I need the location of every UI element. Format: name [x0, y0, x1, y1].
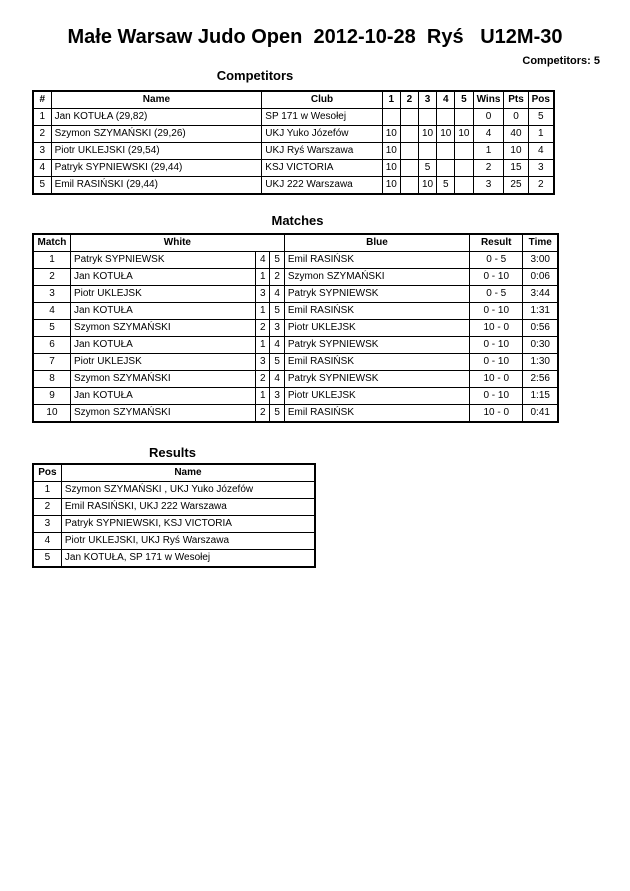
match-result: 0 - 10	[470, 388, 523, 405]
competitors-table	[32, 90, 555, 195]
result-name: Szymon SZYMAŃSKI , UKJ Yuko Józefów	[61, 482, 315, 499]
result-position: 5	[33, 550, 61, 568]
round-3-score: 10	[418, 126, 436, 143]
blue-competitor: Emil RASIŃSK	[284, 303, 469, 320]
white-number: 2	[256, 405, 270, 423]
blue-number: 5	[270, 303, 284, 320]
result-position: 4	[33, 533, 61, 550]
competitor-number: 5	[33, 177, 51, 195]
result-position: 1	[33, 482, 61, 499]
competitors-count: Competitors: 5	[522, 55, 600, 67]
competitor-points: 40	[504, 126, 528, 143]
col-header-number: #	[33, 91, 51, 109]
result-name: Jan KOTUŁA, SP 171 w Wesołej	[61, 550, 315, 568]
match-time: 0:06	[523, 269, 558, 286]
col-header-round-3: 3	[418, 91, 436, 109]
competitor-points: 25	[504, 177, 528, 195]
match-result: 0 - 10	[470, 269, 523, 286]
col-header-round-5: 5	[455, 91, 473, 109]
blue-number: 5	[270, 354, 284, 371]
results-heading: Results	[149, 445, 196, 460]
matches-header-row	[33, 234, 558, 252]
match-number: 3	[33, 286, 70, 303]
col-header-result-pos: Pos	[33, 464, 61, 482]
match-time: 3:00	[523, 252, 558, 269]
round-3-score: 5	[418, 160, 436, 177]
competitor-wins: 3	[473, 177, 504, 195]
competitor-position: 4	[528, 143, 554, 160]
white-competitor: Jan KOTUŁA	[70, 337, 255, 354]
result-name: Patryk SYPNIEWSKI, KSJ VICTORIA	[61, 516, 315, 533]
blue-competitor: Patryk SYPNIEWSK	[284, 337, 469, 354]
col-header-round-2: 2	[400, 91, 418, 109]
competitor-name: Szymon SZYMAŃSKI (29,26)	[51, 126, 262, 143]
result-row	[33, 482, 315, 499]
match-result: 0 - 10	[470, 337, 523, 354]
competitor-number: 4	[33, 160, 51, 177]
round-2-score	[400, 160, 418, 177]
round-2-score	[400, 109, 418, 126]
result-row	[33, 499, 315, 516]
match-number: 8	[33, 371, 70, 388]
competitor-position: 3	[528, 160, 554, 177]
competitor-position: 2	[528, 177, 554, 195]
match-result: 10 - 0	[470, 371, 523, 388]
col-header-round-4: 4	[437, 91, 455, 109]
round-3-score: 10	[418, 177, 436, 195]
result-row	[33, 550, 315, 568]
col-header-club: Club	[262, 91, 382, 109]
competitor-club: UKJ Yuko Józefów	[262, 126, 382, 143]
white-number: 1	[256, 388, 270, 405]
col-header-match: Match	[33, 234, 70, 252]
white-number: 3	[256, 286, 270, 303]
col-header-result-name: Name	[61, 464, 315, 482]
col-header-white: White	[70, 234, 284, 252]
round-2-score	[400, 126, 418, 143]
competitor-name: Emil RASIŃSKI (29,44)	[51, 177, 262, 195]
competitor-row	[33, 143, 554, 160]
round-4-score: 5	[437, 177, 455, 195]
blue-competitor: Szymon SZYMAŃSKI	[284, 269, 469, 286]
competitor-wins: 4	[473, 126, 504, 143]
competitor-row	[33, 126, 554, 143]
white-number: 3	[256, 354, 270, 371]
round-4-score: 10	[437, 126, 455, 143]
white-competitor: Piotr UKLEJSK	[70, 286, 255, 303]
round-5-score	[455, 143, 473, 160]
round-1-score	[382, 109, 400, 126]
blue-number: 5	[270, 252, 284, 269]
blue-competitor: Patryk SYPNIEWSK	[284, 371, 469, 388]
round-3-score	[418, 143, 436, 160]
match-row	[33, 405, 558, 423]
competitor-club: UKJ Ryś Warszawa	[262, 143, 382, 160]
col-header-wins: Wins	[473, 91, 504, 109]
match-time: 1:31	[523, 303, 558, 320]
round-1-score: 10	[382, 126, 400, 143]
white-number: 1	[256, 269, 270, 286]
match-number: 1	[33, 252, 70, 269]
blue-number: 3	[270, 388, 284, 405]
match-time: 0:56	[523, 320, 558, 337]
col-header-time: Time	[523, 234, 558, 252]
blue-number: 4	[270, 371, 284, 388]
blue-competitor: Emil RASIŃSK	[284, 354, 469, 371]
white-competitor: Jan KOTUŁA	[70, 269, 255, 286]
matches-heading: Matches	[271, 213, 324, 228]
match-result: 0 - 10	[470, 303, 523, 320]
results-table	[32, 463, 316, 568]
matches-table	[32, 233, 559, 423]
match-result: 10 - 0	[470, 405, 523, 423]
match-time: 1:15	[523, 388, 558, 405]
competitor-row	[33, 109, 554, 126]
competitor-points: 10	[504, 143, 528, 160]
competitors-header-row	[33, 91, 554, 109]
competitor-number: 1	[33, 109, 51, 126]
competitor-number: 3	[33, 143, 51, 160]
result-row	[33, 533, 315, 550]
match-number: 2	[33, 269, 70, 286]
results-header-row	[33, 464, 315, 482]
competitor-row	[33, 177, 554, 195]
competitor-wins: 2	[473, 160, 504, 177]
competitor-wins: 0	[473, 109, 504, 126]
round-1-score: 10	[382, 143, 400, 160]
match-number: 10	[33, 405, 70, 423]
competitor-club: KSJ VICTORIA	[262, 160, 382, 177]
blue-number: 5	[270, 405, 284, 423]
match-time: 3:44	[523, 286, 558, 303]
competitor-wins: 1	[473, 143, 504, 160]
white-number: 2	[256, 371, 270, 388]
white-competitor: Patryk SYPNIEWSK	[70, 252, 255, 269]
match-result: 0 - 5	[470, 286, 523, 303]
blue-number: 4	[270, 337, 284, 354]
match-row	[33, 320, 558, 337]
match-number: 6	[33, 337, 70, 354]
white-competitor: Szymon SZYMAŃSKI	[70, 405, 255, 423]
round-4-score	[437, 109, 455, 126]
white-number: 4	[256, 252, 270, 269]
match-time: 0:41	[523, 405, 558, 423]
match-result: 0 - 5	[470, 252, 523, 269]
blue-number: 3	[270, 320, 284, 337]
competitor-points: 0	[504, 109, 528, 126]
round-2-score	[400, 143, 418, 160]
blue-number: 2	[270, 269, 284, 286]
match-row	[33, 269, 558, 286]
white-competitor: Jan KOTUŁA	[70, 388, 255, 405]
match-number: 4	[33, 303, 70, 320]
col-header-name: Name	[51, 91, 262, 109]
white-competitor: Szymon SZYMAŃSKI	[70, 371, 255, 388]
white-number: 1	[256, 337, 270, 354]
match-number: 9	[33, 388, 70, 405]
match-number: 5	[33, 320, 70, 337]
blue-competitor: Patryk SYPNIEWSK	[284, 286, 469, 303]
match-row	[33, 252, 558, 269]
competitors-heading: Competitors	[216, 68, 294, 83]
col-header-blue: Blue	[284, 234, 469, 252]
blue-competitor: Piotr UKLEJSK	[284, 320, 469, 337]
match-row	[33, 337, 558, 354]
match-row	[33, 388, 558, 405]
blue-competitor: Emil RASIŃSK	[284, 405, 469, 423]
result-name: Piotr UKLEJSKI, UKJ Ryś Warszawa	[61, 533, 315, 550]
blue-competitor: Piotr UKLEJSK	[284, 388, 469, 405]
white-number: 1	[256, 303, 270, 320]
competitor-club: SP 171 w Wesołej	[262, 109, 382, 126]
white-competitor: Szymon SZYMAŃSKI	[70, 320, 255, 337]
result-name: Emil RASIŃSKI, UKJ 222 Warszawa	[61, 499, 315, 516]
match-row	[33, 303, 558, 320]
round-4-score	[437, 143, 455, 160]
competitor-number: 2	[33, 126, 51, 143]
match-row	[33, 286, 558, 303]
round-5-score: 10	[455, 126, 473, 143]
match-time: 1:30	[523, 354, 558, 371]
competitor-name: Piotr UKLEJSKI (29,54)	[51, 143, 262, 160]
blue-competitor: Emil RASIŃSK	[284, 252, 469, 269]
result-position: 2	[33, 499, 61, 516]
round-3-score	[418, 109, 436, 126]
round-1-score: 10	[382, 160, 400, 177]
competitor-position: 1	[528, 126, 554, 143]
competitor-row	[33, 160, 554, 177]
round-1-score: 10	[382, 177, 400, 195]
match-row	[33, 371, 558, 388]
blue-number: 4	[270, 286, 284, 303]
col-header-result: Result	[470, 234, 523, 252]
col-header-pts: Pts	[504, 91, 528, 109]
match-result: 10 - 0	[470, 320, 523, 337]
match-number: 7	[33, 354, 70, 371]
match-result: 0 - 10	[470, 354, 523, 371]
col-header-pos: Pos	[528, 91, 554, 109]
white-competitor: Jan KOTUŁA	[70, 303, 255, 320]
round-2-score	[400, 177, 418, 195]
col-header-round-1: 1	[382, 91, 400, 109]
result-position: 3	[33, 516, 61, 533]
result-row	[33, 516, 315, 533]
match-row	[33, 354, 558, 371]
competitor-name: Jan KOTUŁA (29,82)	[51, 109, 262, 126]
white-number: 2	[256, 320, 270, 337]
competitor-club: UKJ 222 Warszawa	[262, 177, 382, 195]
round-5-score	[455, 177, 473, 195]
round-5-score	[455, 109, 473, 126]
match-time: 0:30	[523, 337, 558, 354]
page-title: Małe Warsaw Judo Open 2012-10-28 Ryś U12M-30	[67, 26, 563, 48]
competitor-name: Patryk SYPNIEWSKI (29,44)	[51, 160, 262, 177]
competitor-position: 5	[528, 109, 554, 126]
match-time: 2:56	[523, 371, 558, 388]
competitor-points: 15	[504, 160, 528, 177]
round-5-score	[455, 160, 473, 177]
round-4-score	[437, 160, 455, 177]
white-competitor: Piotr UKLEJSK	[70, 354, 255, 371]
